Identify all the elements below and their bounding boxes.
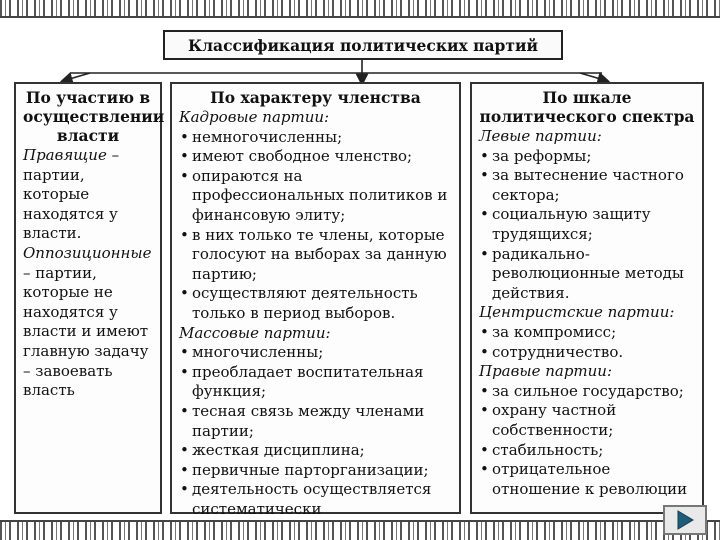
term-opposition: Оппозиционные — [23, 243, 152, 262]
list-item: • преобладает воспитательная функция; — [179, 363, 452, 402]
column-participation — [14, 82, 165, 514]
list-mass — [179, 343, 452, 519]
list-item: • отрицательное отношение к революции — [479, 460, 695, 499]
list-cadre — [179, 128, 452, 324]
list-item: • радикально-революционные методы действия. — [479, 245, 695, 304]
list-item: • за сильное государство; — [479, 382, 695, 402]
list-item: • охрану частной собственности; — [479, 401, 695, 440]
list-item: • опираются на профессиональных политиков и финансовую элиту; — [179, 167, 452, 226]
list-item: • немногочисленны; — [179, 128, 452, 148]
diagram-title: Классификация политических партий — [163, 30, 563, 60]
list-item: • за реформы; — [479, 147, 695, 167]
list-item: • за компромисс; — [479, 323, 695, 343]
list-item: • имеют свободное членство; — [179, 147, 452, 167]
text-opposition: – партии, которые не находятся у власти и имеют главную задачу – завоевать власть — [23, 263, 149, 400]
list-item: • деятельность осуществляется систематически — [179, 480, 452, 519]
group-title-cadre: Кадровые партии: — [179, 108, 330, 126]
list-item: • тесная связь между членами партии; — [179, 402, 452, 441]
term-ruling: Правящие — [23, 146, 107, 164]
column-heading: По характеру членства — [210, 88, 421, 107]
paragraph-ruling — [23, 146, 153, 244]
list-item: • осуществляют деятельность только в период выборов. — [179, 284, 452, 323]
next-slide-button[interactable] — [663, 505, 707, 535]
group-title-right: Правые партии: — [479, 362, 613, 381]
connector-line-right — [580, 73, 604, 80]
list-item: • за вытеснение частного сектора; — [479, 166, 695, 205]
list-item: • сотрудничество. — [479, 343, 695, 363]
group-title-mass: Массовые партии: — [179, 323, 331, 342]
list-item: • жесткая дисциплина; — [179, 441, 452, 461]
play-next-icon — [674, 509, 696, 531]
text-ruling: – партии, которые находятся у власти. — [23, 146, 120, 243]
list-right — [479, 382, 695, 500]
column-heading: По шкале политического спектра — [479, 88, 695, 126]
column-membership — [170, 82, 461, 518]
list-item: • в них только те члены, которые голосуют на выборах за данную партию; — [179, 226, 452, 285]
list-center — [479, 323, 695, 362]
list-item: • первичные парторганизации; — [179, 461, 452, 481]
connector-line-left — [66, 73, 90, 80]
column-heading: По участию в осуществлении власти — [23, 88, 165, 145]
group-title-left: Левые партии: — [479, 127, 602, 145]
paragraph-opposition — [23, 244, 153, 401]
group-title-center: Центристские партии: — [479, 303, 675, 322]
list-item: • социальную защиту трудящихся; — [479, 205, 695, 244]
decorative-stripe-bottom — [0, 522, 720, 540]
list-item: • многочисленны; — [179, 343, 452, 363]
list-item: • стабильность; — [479, 441, 695, 461]
column-spectrum — [470, 82, 704, 514]
list-left — [479, 147, 695, 304]
